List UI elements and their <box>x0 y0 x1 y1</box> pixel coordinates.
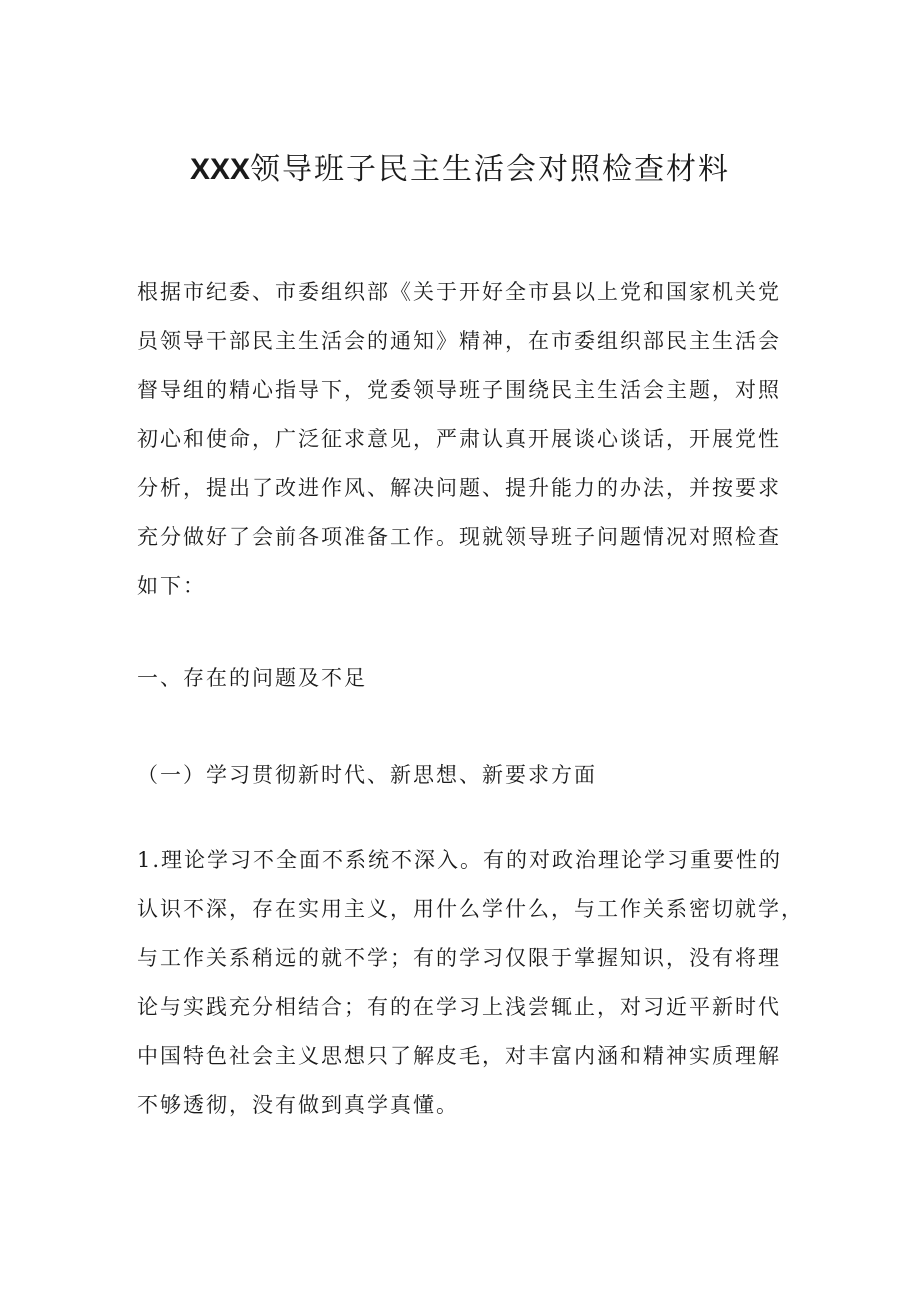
document-title <box>0 148 920 192</box>
title-main: 领导班子民主生活会对照检查材料 <box>250 152 731 187</box>
intro-line: 督导组的精心指导下，党委领导班子围绕民主生活会主题，对照 <box>137 378 781 402</box>
intro-paragraph <box>137 268 797 611</box>
item-1-paragraph <box>137 836 804 1130</box>
intro-line: 充分做好了会前各项准备工作。现就领导班子问题情况对照检查 <box>137 525 781 549</box>
item-1-line: 不够透彻，没有做到真学真懂。 <box>137 1093 459 1117</box>
title-prefix: XXX <box>189 153 251 186</box>
intro-line: 如下： <box>137 574 206 598</box>
sub-heading: （一）学习贯彻新时代、新思想、新要求方面 <box>137 763 597 787</box>
item-1-line: 与工作关系稍远的就不学；有的学习仅限于掌握知识，没有将理 <box>137 946 781 970</box>
intro-line: 员领导干部民主生活会的通知》精神，在市委组织部民主生活会 <box>137 329 781 353</box>
item-1-line: 论与实践充分相结合；有的在学习上浅尝辄止，对习近平新时代 <box>137 995 781 1019</box>
intro-line: 根据市纪委、市委组织部《关于开好全市县以上党和国家机关党 <box>137 280 781 304</box>
item-1-line: 中国特色社会主义思想只了解皮毛，对丰富内涵和精神实质理解 <box>137 1044 781 1068</box>
intro-line: 分析，提出了改进作风、解决问题、提升能力的办法，并按要求 <box>137 476 781 500</box>
intro-line: 初心和使命，广泛征求意见，严肃认真开展谈心谈话，开展党性 <box>137 427 781 451</box>
item-1-line: 认识不深，存在实用主义，用什么学什么，与工作关系密切就学， <box>137 897 804 921</box>
item-1-line: 1.理论学习不全面不系统不深入。有的对政治理论学习重要性的 <box>137 848 783 872</box>
section-heading: 一、存在的问题及不足 <box>137 666 367 690</box>
